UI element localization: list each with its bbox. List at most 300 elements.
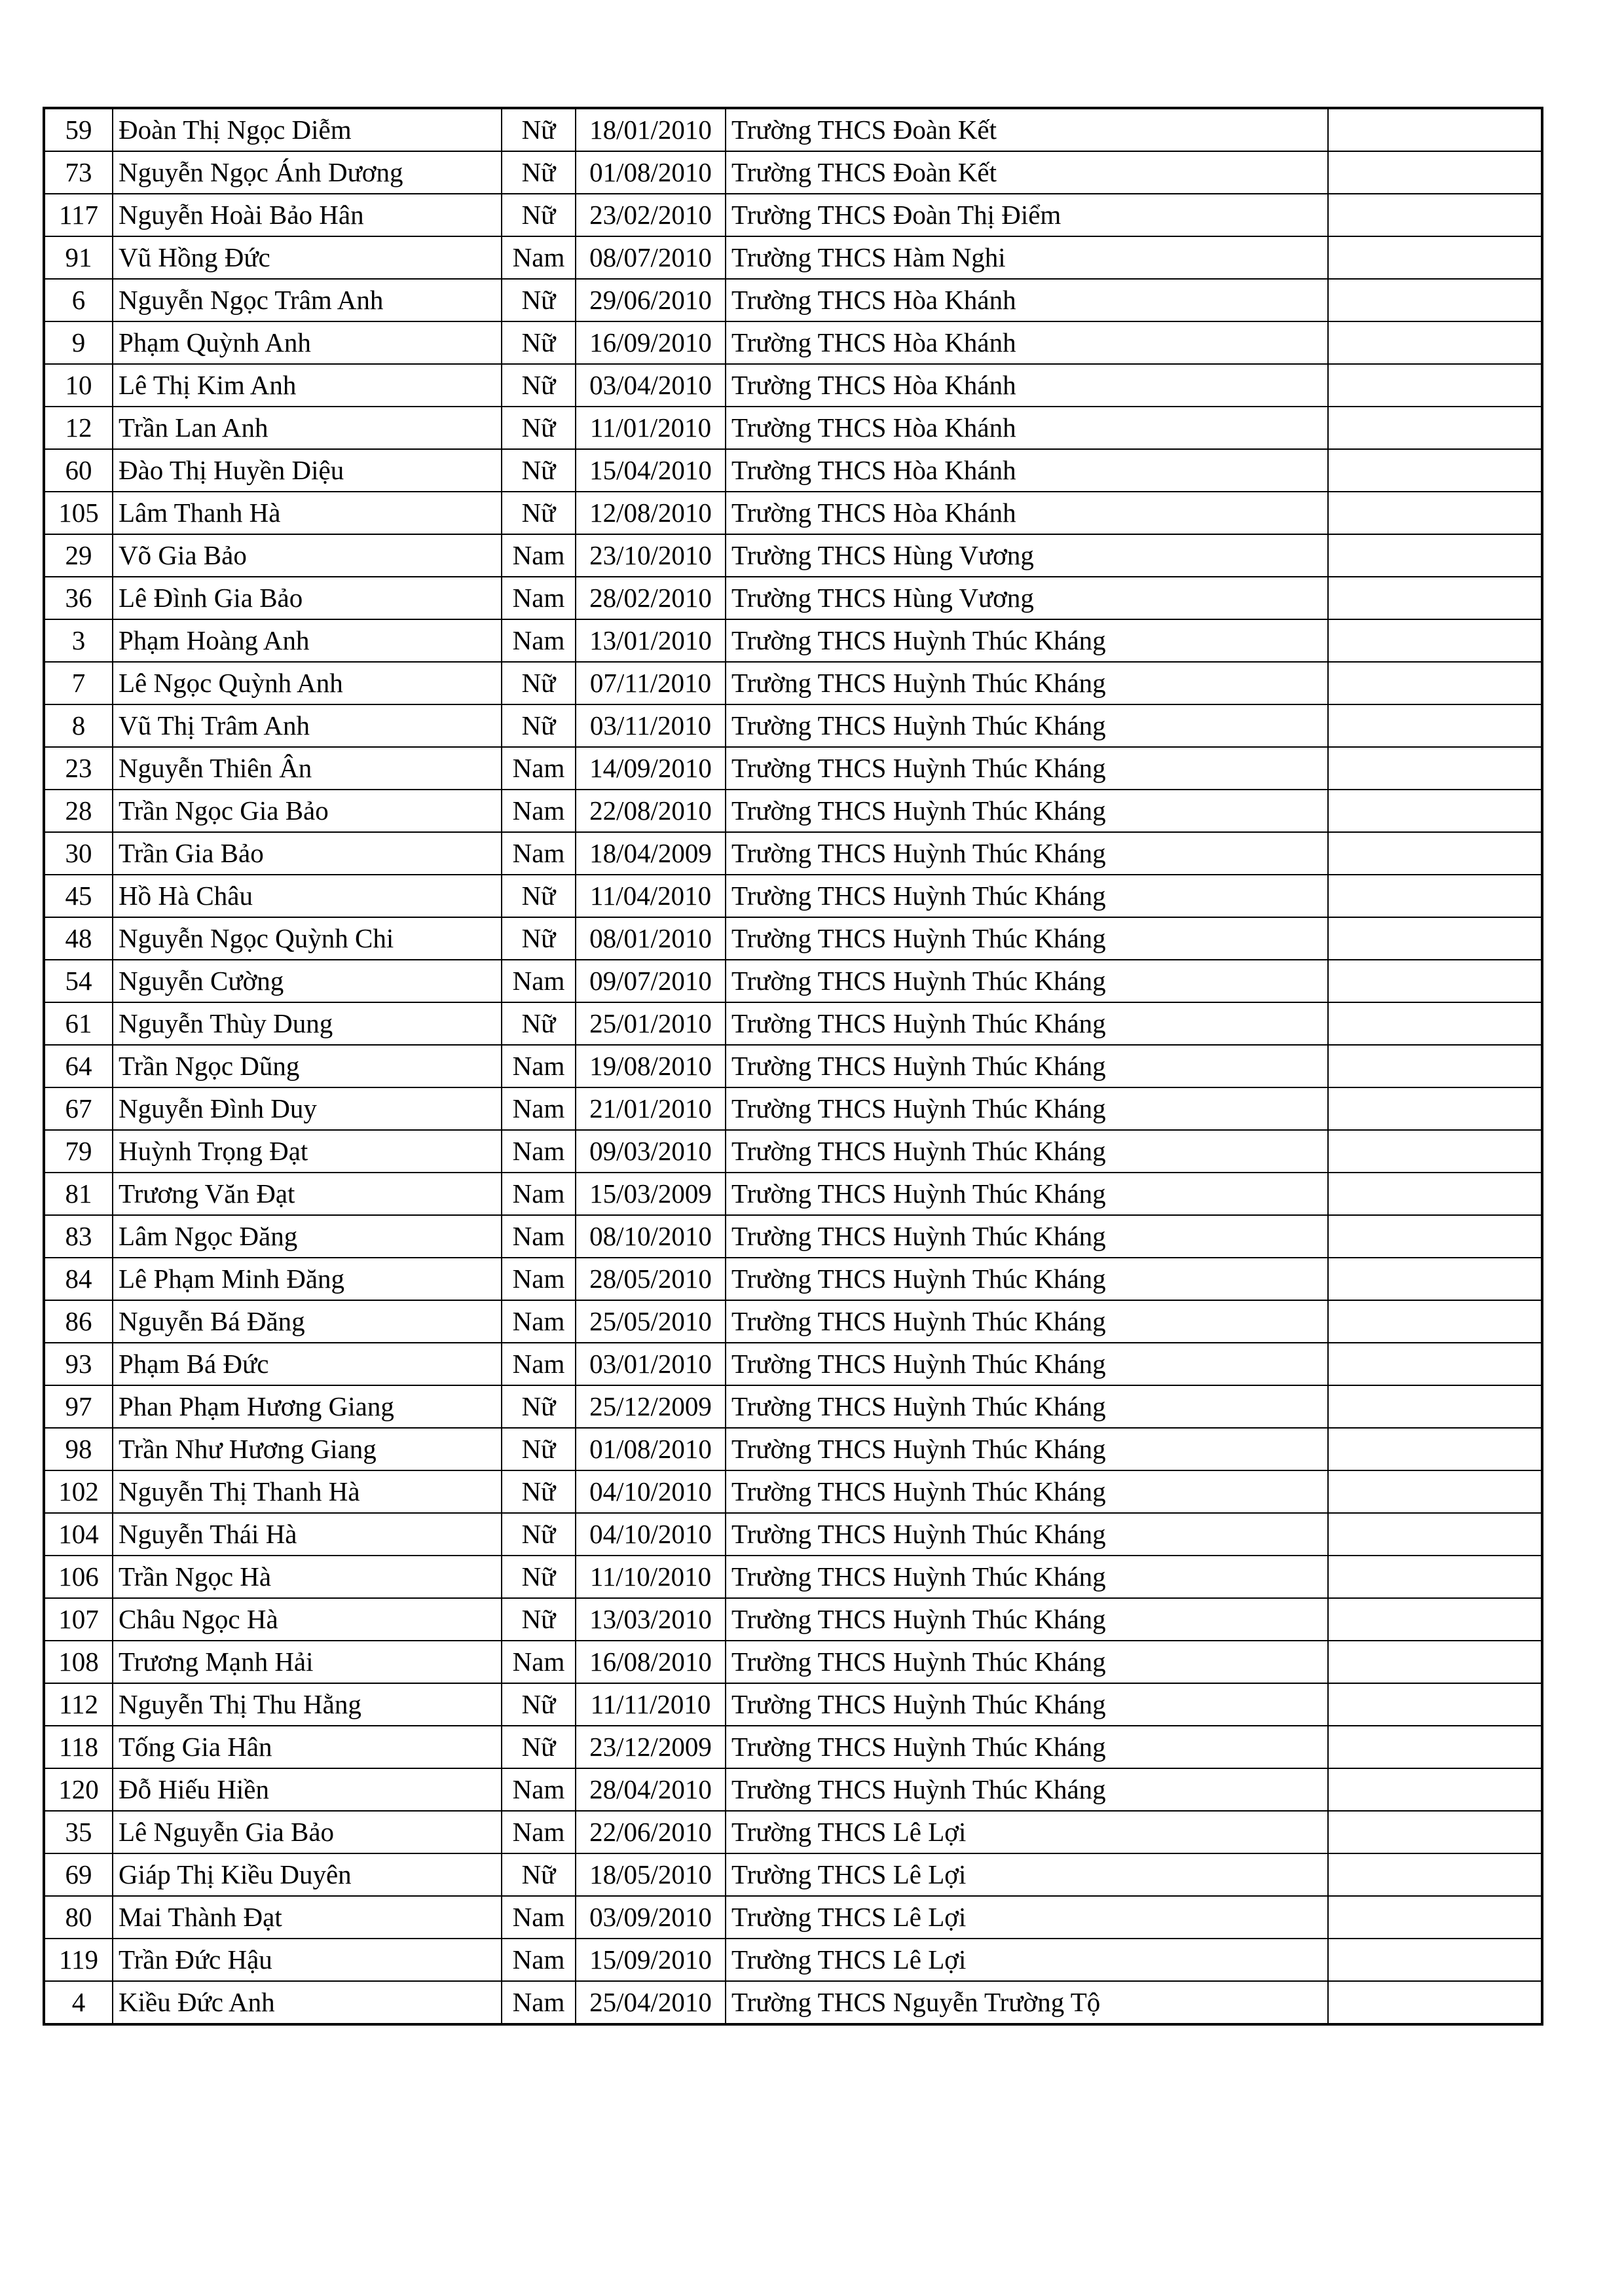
student-name-cell: Lê Đình Gia Bảo (113, 577, 502, 619)
student-name-cell: Trần Ngọc Dũng (113, 1045, 502, 1087)
student-name-cell: Huỳnh Trọng Đạt (113, 1130, 502, 1173)
student-name-cell: Phạm Hoàng Anh (113, 619, 502, 662)
student-name-cell: Trần Như Hương Giang (113, 1428, 502, 1470)
gender-cell: Nữ (502, 1470, 576, 1513)
school-cell: Trường THCS Hòa Khánh (726, 364, 1328, 407)
note-cell (1328, 364, 1542, 407)
school-cell: Trường THCS Đoàn Kết (726, 151, 1328, 194)
gender-cell: Nam (502, 1173, 576, 1215)
school-cell: Trường THCS Hòa Khánh (726, 321, 1328, 364)
gender-cell: Nữ (502, 875, 576, 917)
date-of-birth-cell: 07/11/2010 (576, 662, 726, 704)
student-number-cell: 73 (44, 151, 113, 194)
school-cell: Trường THCS Huỳnh Thúc Kháng (726, 790, 1328, 832)
gender-cell: Nam (502, 1896, 576, 1939)
date-of-birth-cell: 03/11/2010 (576, 704, 726, 747)
student-number-cell: 84 (44, 1258, 113, 1300)
student-number-cell: 35 (44, 1811, 113, 1853)
student-name-cell: Nguyễn Bá Đăng (113, 1300, 502, 1343)
date-of-birth-cell: 16/08/2010 (576, 1641, 726, 1683)
table-row (44, 321, 1542, 364)
student-number-cell: 12 (44, 407, 113, 449)
note-cell (1328, 1853, 1542, 1896)
gender-cell: Nữ (502, 917, 576, 960)
table-row (44, 1470, 1542, 1513)
student-number-cell: 61 (44, 1002, 113, 1045)
gender-cell: Nam (502, 1045, 576, 1087)
table-row (44, 577, 1542, 619)
date-of-birth-cell: 21/01/2010 (576, 1087, 726, 1130)
table-row (44, 662, 1542, 704)
table-row (44, 108, 1542, 151)
school-cell: Trường THCS Huỳnh Thúc Kháng (726, 1556, 1328, 1598)
student-name-cell: Kiều Đức Anh (113, 1981, 502, 2024)
note-cell (1328, 1087, 1542, 1130)
table-row (44, 1130, 1542, 1173)
student-number-cell: 117 (44, 194, 113, 236)
note-cell (1328, 236, 1542, 279)
note-cell (1328, 449, 1542, 492)
school-cell: Trường THCS Huỳnh Thúc Kháng (726, 1385, 1328, 1428)
student-name-cell: Đoàn Thị Ngọc Diễm (113, 108, 502, 151)
student-number-cell: 59 (44, 108, 113, 151)
school-cell: Trường THCS Hùng Vương (726, 577, 1328, 619)
date-of-birth-cell: 18/01/2010 (576, 108, 726, 151)
note-cell (1328, 407, 1542, 449)
student-name-cell: Đỗ Hiếu Hiền (113, 1768, 502, 1811)
date-of-birth-cell: 22/06/2010 (576, 1811, 726, 1853)
student-number-cell: 9 (44, 321, 113, 364)
date-of-birth-cell: 29/06/2010 (576, 279, 726, 321)
student-name-cell: Võ Gia Bảo (113, 534, 502, 577)
gender-cell: Nữ (502, 1853, 576, 1896)
gender-cell: Nữ (502, 662, 576, 704)
date-of-birth-cell: 25/01/2010 (576, 1002, 726, 1045)
student-number-cell: 102 (44, 1470, 113, 1513)
gender-cell: Nữ (502, 449, 576, 492)
table-row (44, 1385, 1542, 1428)
date-of-birth-cell: 14/09/2010 (576, 747, 726, 790)
note-cell (1328, 194, 1542, 236)
student-number-cell: 23 (44, 747, 113, 790)
gender-cell: Nam (502, 1300, 576, 1343)
school-cell: Trường THCS Huỳnh Thúc Kháng (726, 1087, 1328, 1130)
gender-cell: Nữ (502, 194, 576, 236)
date-of-birth-cell: 23/12/2009 (576, 1726, 726, 1768)
gender-cell: Nam (502, 960, 576, 1002)
note-cell (1328, 1556, 1542, 1598)
student-number-cell: 3 (44, 619, 113, 662)
gender-cell: Nữ (502, 1683, 576, 1726)
date-of-birth-cell: 28/04/2010 (576, 1768, 726, 1811)
table-row (44, 1726, 1542, 1768)
date-of-birth-cell: 11/01/2010 (576, 407, 726, 449)
note-cell (1328, 1470, 1542, 1513)
student-name-cell: Nguyễn Ngọc Ánh Dương (113, 151, 502, 194)
gender-cell: Nữ (502, 704, 576, 747)
note-cell (1328, 1513, 1542, 1556)
date-of-birth-cell: 11/10/2010 (576, 1556, 726, 1598)
table-row (44, 1683, 1542, 1726)
date-of-birth-cell: 15/03/2009 (576, 1173, 726, 1215)
table-row (44, 1045, 1542, 1087)
school-cell: Trường THCS Huỳnh Thúc Kháng (726, 1130, 1328, 1173)
student-name-cell: Lê Phạm Minh Đăng (113, 1258, 502, 1300)
table-row (44, 364, 1542, 407)
gender-cell: Nữ (502, 492, 576, 534)
student-number-cell: 36 (44, 577, 113, 619)
school-cell: Trường THCS Huỳnh Thúc Kháng (726, 619, 1328, 662)
student-number-cell: 93 (44, 1343, 113, 1385)
date-of-birth-cell: 25/12/2009 (576, 1385, 726, 1428)
date-of-birth-cell: 08/01/2010 (576, 917, 726, 960)
student-name-cell: Trần Lan Anh (113, 407, 502, 449)
school-cell: Trường THCS Huỳnh Thúc Kháng (726, 875, 1328, 917)
school-cell: Trường THCS Hùng Vương (726, 534, 1328, 577)
note-cell (1328, 1811, 1542, 1853)
date-of-birth-cell: 23/02/2010 (576, 194, 726, 236)
gender-cell: Nữ (502, 151, 576, 194)
note-cell (1328, 534, 1542, 577)
gender-cell: Nam (502, 1768, 576, 1811)
student-number-cell: 98 (44, 1428, 113, 1470)
school-cell: Trường THCS Huỳnh Thúc Kháng (726, 1002, 1328, 1045)
gender-cell: Nữ (502, 1556, 576, 1598)
student-number-cell: 120 (44, 1768, 113, 1811)
table-row (44, 1215, 1542, 1258)
student-name-cell: Lâm Ngọc Đăng (113, 1215, 502, 1258)
student-name-cell: Nguyễn Thị Thu Hằng (113, 1683, 502, 1726)
student-name-cell: Đào Thị Huyền Diệu (113, 449, 502, 492)
table-row (44, 1428, 1542, 1470)
school-cell: Trường THCS Lê Lợi (726, 1811, 1328, 1853)
gender-cell: Nữ (502, 1598, 576, 1641)
student-name-cell: Trần Ngọc Hà (113, 1556, 502, 1598)
note-cell (1328, 1641, 1542, 1683)
student-number-cell: 30 (44, 832, 113, 875)
table-row (44, 875, 1542, 917)
table-row (44, 1981, 1542, 2024)
student-roster-table (43, 107, 1543, 2026)
gender-cell: Nữ (502, 1428, 576, 1470)
table-row (44, 1939, 1542, 1981)
table-row (44, 917, 1542, 960)
table-row (44, 1641, 1542, 1683)
note-cell (1328, 1726, 1542, 1768)
note-cell (1328, 108, 1542, 151)
note-cell (1328, 1258, 1542, 1300)
student-number-cell: 105 (44, 492, 113, 534)
student-number-cell: 69 (44, 1853, 113, 1896)
student-name-cell: Nguyễn Ngọc Trâm Anh (113, 279, 502, 321)
table-row (44, 1556, 1542, 1598)
date-of-birth-cell: 03/01/2010 (576, 1343, 726, 1385)
student-name-cell: Trần Đức Hậu (113, 1939, 502, 1981)
gender-cell: Nữ (502, 1002, 576, 1045)
student-number-cell: 83 (44, 1215, 113, 1258)
gender-cell: Nam (502, 1087, 576, 1130)
note-cell (1328, 1300, 1542, 1343)
note-cell (1328, 960, 1542, 1002)
student-number-cell: 48 (44, 917, 113, 960)
note-cell (1328, 1768, 1542, 1811)
student-number-cell: 118 (44, 1726, 113, 1768)
gender-cell: Nam (502, 619, 576, 662)
student-name-cell: Nguyễn Thùy Dung (113, 1002, 502, 1045)
school-cell: Trường THCS Huỳnh Thúc Kháng (726, 1768, 1328, 1811)
note-cell (1328, 1173, 1542, 1215)
gender-cell: Nam (502, 577, 576, 619)
school-cell: Trường THCS Huỳnh Thúc Kháng (726, 1045, 1328, 1087)
student-name-cell: Phạm Quỳnh Anh (113, 321, 502, 364)
gender-cell: Nữ (502, 1513, 576, 1556)
date-of-birth-cell: 15/09/2010 (576, 1939, 726, 1981)
date-of-birth-cell: 01/08/2010 (576, 1428, 726, 1470)
date-of-birth-cell: 18/04/2009 (576, 832, 726, 875)
date-of-birth-cell: 08/07/2010 (576, 236, 726, 279)
school-cell: Trường THCS Đoàn Kết (726, 108, 1328, 151)
table-row (44, 1896, 1542, 1939)
date-of-birth-cell: 04/10/2010 (576, 1470, 726, 1513)
school-cell: Trường THCS Hòa Khánh (726, 407, 1328, 449)
note-cell (1328, 790, 1542, 832)
note-cell (1328, 704, 1542, 747)
student-number-cell: 112 (44, 1683, 113, 1726)
date-of-birth-cell: 03/09/2010 (576, 1896, 726, 1939)
note-cell (1328, 1896, 1542, 1939)
school-cell: Trường THCS Huỳnh Thúc Kháng (726, 704, 1328, 747)
school-cell: Trường THCS Huỳnh Thúc Kháng (726, 1470, 1328, 1513)
gender-cell: Nam (502, 1939, 576, 1981)
note-cell (1328, 1343, 1542, 1385)
date-of-birth-cell: 18/05/2010 (576, 1853, 726, 1896)
student-number-cell: 119 (44, 1939, 113, 1981)
gender-cell: Nữ (502, 407, 576, 449)
school-cell: Trường THCS Huỳnh Thúc Kháng (726, 1683, 1328, 1726)
date-of-birth-cell: 03/04/2010 (576, 364, 726, 407)
note-cell (1328, 1215, 1542, 1258)
student-number-cell: 108 (44, 1641, 113, 1683)
student-number-cell: 81 (44, 1173, 113, 1215)
student-name-cell: Lê Thị Kim Anh (113, 364, 502, 407)
note-cell (1328, 917, 1542, 960)
student-name-cell: Nguyễn Thị Thanh Hà (113, 1470, 502, 1513)
school-cell: Trường THCS Huỳnh Thúc Kháng (726, 662, 1328, 704)
table-row (44, 619, 1542, 662)
note-cell (1328, 875, 1542, 917)
school-cell: Trường THCS Huỳnh Thúc Kháng (726, 1343, 1328, 1385)
student-name-cell: Trương Văn Đạt (113, 1173, 502, 1215)
note-cell (1328, 1598, 1542, 1641)
gender-cell: Nữ (502, 1726, 576, 1768)
note-cell (1328, 492, 1542, 534)
table-row (44, 1002, 1542, 1045)
date-of-birth-cell: 23/10/2010 (576, 534, 726, 577)
student-name-cell: Mai Thành Đạt (113, 1896, 502, 1939)
table-row (44, 1811, 1542, 1853)
table-row (44, 492, 1542, 534)
school-cell: Trường THCS Huỳnh Thúc Kháng (726, 1428, 1328, 1470)
student-number-cell: 67 (44, 1087, 113, 1130)
student-number-cell: 4 (44, 1981, 113, 2024)
student-number-cell: 7 (44, 662, 113, 704)
note-cell (1328, 1428, 1542, 1470)
date-of-birth-cell: 09/07/2010 (576, 960, 726, 1002)
student-number-cell: 45 (44, 875, 113, 917)
table-row (44, 1768, 1542, 1811)
date-of-birth-cell: 12/08/2010 (576, 492, 726, 534)
school-cell: Trường THCS Nguyễn Trường Tộ (726, 1981, 1328, 2024)
student-name-cell: Phan Phạm Hương Giang (113, 1385, 502, 1428)
student-name-cell: Nguyễn Đình Duy (113, 1087, 502, 1130)
school-cell: Trường THCS Huỳnh Thúc Kháng (726, 1173, 1328, 1215)
table-row (44, 1300, 1542, 1343)
table-row (44, 704, 1542, 747)
gender-cell: Nam (502, 832, 576, 875)
table-row (44, 960, 1542, 1002)
gender-cell: Nam (502, 1343, 576, 1385)
school-cell: Trường THCS Huỳnh Thúc Kháng (726, 1300, 1328, 1343)
note-cell (1328, 577, 1542, 619)
student-name-cell: Phạm Bá Đức (113, 1343, 502, 1385)
note-cell (1328, 1130, 1542, 1173)
student-number-cell: 28 (44, 790, 113, 832)
student-name-cell: Lâm Thanh Hà (113, 492, 502, 534)
student-name-cell: Giáp Thị Kiều Duyên (113, 1853, 502, 1896)
student-number-cell: 64 (44, 1045, 113, 1087)
student-number-cell: 10 (44, 364, 113, 407)
school-cell: Trường THCS Huỳnh Thúc Kháng (726, 832, 1328, 875)
school-cell: Trường THCS Huỳnh Thúc Kháng (726, 1641, 1328, 1683)
student-name-cell: Vũ Hồng Đức (113, 236, 502, 279)
student-name-cell: Nguyễn Thiên Ân (113, 747, 502, 790)
gender-cell: Nữ (502, 1385, 576, 1428)
student-number-cell: 54 (44, 960, 113, 1002)
gender-cell: Nam (502, 534, 576, 577)
gender-cell: Nam (502, 236, 576, 279)
table-row (44, 1258, 1542, 1300)
table-row (44, 1087, 1542, 1130)
gender-cell: Nam (502, 1811, 576, 1853)
note-cell (1328, 1045, 1542, 1087)
student-number-cell: 107 (44, 1598, 113, 1641)
date-of-birth-cell: 09/03/2010 (576, 1130, 726, 1173)
table-row (44, 534, 1542, 577)
table-row (44, 1343, 1542, 1385)
student-number-cell: 86 (44, 1300, 113, 1343)
note-cell (1328, 832, 1542, 875)
student-name-cell: Tống Gia Hân (113, 1726, 502, 1768)
note-cell (1328, 1683, 1542, 1726)
note-cell (1328, 1002, 1542, 1045)
student-number-cell: 97 (44, 1385, 113, 1428)
school-cell: Trường THCS Hòa Khánh (726, 449, 1328, 492)
table-row (44, 407, 1542, 449)
table-row (44, 1513, 1542, 1556)
date-of-birth-cell: 25/05/2010 (576, 1300, 726, 1343)
student-number-cell: 104 (44, 1513, 113, 1556)
gender-cell: Nam (502, 1215, 576, 1258)
table-row (44, 790, 1542, 832)
school-cell: Trường THCS Hòa Khánh (726, 279, 1328, 321)
school-cell: Trường THCS Huỳnh Thúc Kháng (726, 1215, 1328, 1258)
table-row (44, 194, 1542, 236)
school-cell: Trường THCS Lê Lợi (726, 1939, 1328, 1981)
school-cell: Trường THCS Huỳnh Thúc Kháng (726, 1726, 1328, 1768)
date-of-birth-cell: 04/10/2010 (576, 1513, 726, 1556)
table-row (44, 151, 1542, 194)
date-of-birth-cell: 11/11/2010 (576, 1683, 726, 1726)
note-cell (1328, 321, 1542, 364)
table-row (44, 236, 1542, 279)
student-name-cell: Trần Gia Bảo (113, 832, 502, 875)
student-name-cell: Châu Ngọc Hà (113, 1598, 502, 1641)
student-name-cell: Nguyễn Cường (113, 960, 502, 1002)
school-cell: Trường THCS Huỳnh Thúc Kháng (726, 917, 1328, 960)
student-number-cell: 29 (44, 534, 113, 577)
gender-cell: Nam (502, 790, 576, 832)
student-name-cell: Vũ Thị Trâm Anh (113, 704, 502, 747)
note-cell (1328, 1981, 1542, 2024)
student-name-cell: Nguyễn Hoài Bảo Hân (113, 194, 502, 236)
student-name-cell: Trần Ngọc Gia Bảo (113, 790, 502, 832)
date-of-birth-cell: 13/03/2010 (576, 1598, 726, 1641)
gender-cell: Nữ (502, 108, 576, 151)
gender-cell: Nam (502, 1130, 576, 1173)
date-of-birth-cell: 22/08/2010 (576, 790, 726, 832)
date-of-birth-cell: 25/04/2010 (576, 1981, 726, 2024)
note-cell (1328, 1385, 1542, 1428)
school-cell: Trường THCS Hòa Khánh (726, 492, 1328, 534)
school-cell: Trường THCS Hàm Nghi (726, 236, 1328, 279)
table-row (44, 832, 1542, 875)
student-name-cell: Lê Nguyễn Gia Bảo (113, 1811, 502, 1853)
date-of-birth-cell: 08/10/2010 (576, 1215, 726, 1258)
student-number-cell: 106 (44, 1556, 113, 1598)
student-number-cell: 91 (44, 236, 113, 279)
table-row (44, 1173, 1542, 1215)
date-of-birth-cell: 16/09/2010 (576, 321, 726, 364)
school-cell: Trường THCS Đoàn Thị Điểm (726, 194, 1328, 236)
roster-body (44, 108, 1542, 2024)
student-name-cell: Hồ Hà Châu (113, 875, 502, 917)
date-of-birth-cell: 19/08/2010 (576, 1045, 726, 1087)
school-cell: Trường THCS Huỳnh Thúc Kháng (726, 1258, 1328, 1300)
note-cell (1328, 151, 1542, 194)
school-cell: Trường THCS Lê Lợi (726, 1853, 1328, 1896)
note-cell (1328, 279, 1542, 321)
school-cell: Trường THCS Huỳnh Thúc Kháng (726, 1513, 1328, 1556)
school-cell: Trường THCS Huỳnh Thúc Kháng (726, 1598, 1328, 1641)
gender-cell: Nam (502, 1258, 576, 1300)
table-row (44, 1598, 1542, 1641)
table-row (44, 279, 1542, 321)
student-number-cell: 8 (44, 704, 113, 747)
date-of-birth-cell: 28/02/2010 (576, 577, 726, 619)
student-name-cell: Nguyễn Thái Hà (113, 1513, 502, 1556)
date-of-birth-cell: 15/04/2010 (576, 449, 726, 492)
student-number-cell: 6 (44, 279, 113, 321)
date-of-birth-cell: 11/04/2010 (576, 875, 726, 917)
gender-cell: Nam (502, 747, 576, 790)
note-cell (1328, 747, 1542, 790)
note-cell (1328, 662, 1542, 704)
student-number-cell: 79 (44, 1130, 113, 1173)
table-row (44, 449, 1542, 492)
student-number-cell: 60 (44, 449, 113, 492)
table-row (44, 747, 1542, 790)
note-cell (1328, 619, 1542, 662)
